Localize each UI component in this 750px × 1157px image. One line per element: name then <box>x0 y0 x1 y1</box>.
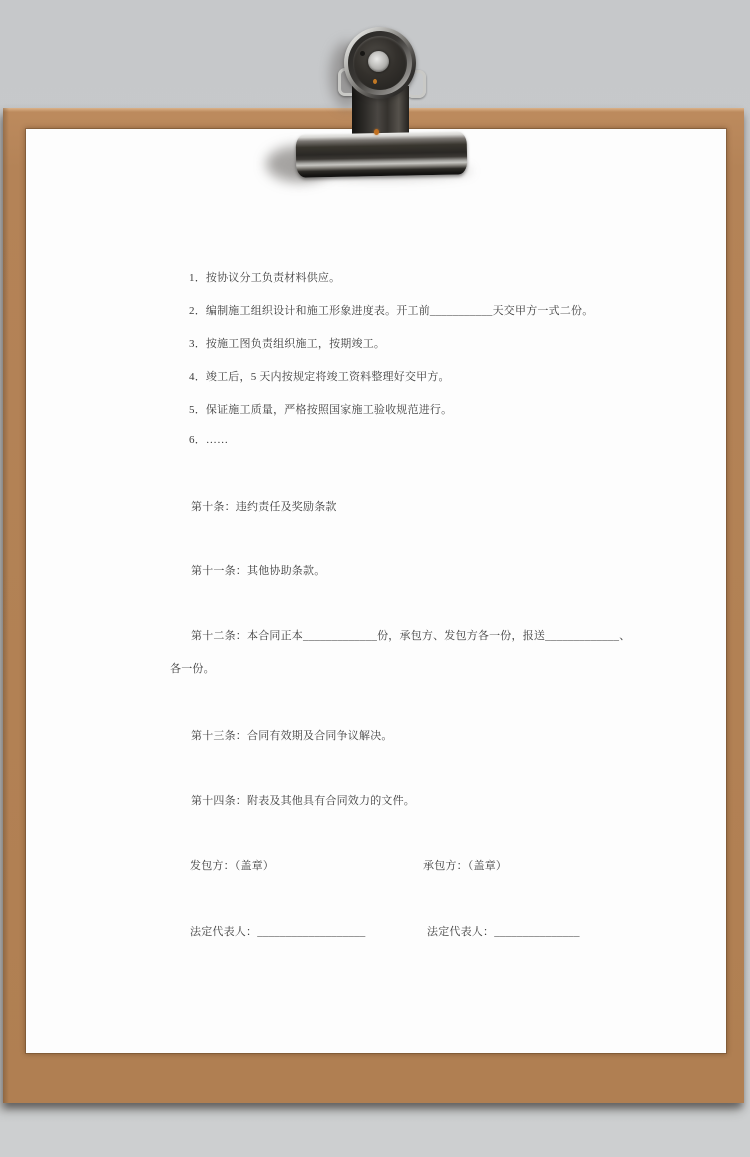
clip-face-reflection-dot <box>373 79 377 84</box>
party-a-seal-label: 发包方：（盖章） <box>190 860 275 872</box>
clip-face-dot <box>360 51 365 56</box>
list-item-1: 1．按协议分工负责材料供应。 <box>189 272 341 284</box>
clip-jaw-bar <box>296 131 468 177</box>
clause-12-wrap: 各一份。 <box>170 663 215 675</box>
list-item-2: 2．编制施工组织设计和施工形象进度表。开工前___________天交甲方一式二份。 <box>189 305 594 317</box>
clause-14: 第十四条：附表及其他具有合同效力的文件。 <box>191 795 415 807</box>
clause-11: 第十一条：其他协助条款。 <box>191 565 326 577</box>
clause-10: 第十条：违约责任及奖励条款 <box>191 501 337 513</box>
party-b-seal-label: 承包方：（盖章） <box>423 860 508 872</box>
list-item-4: 4．竣工后，5 天内按规定将竣工资料整理好交甲方。 <box>189 371 450 383</box>
list-item-6: 6．…… <box>189 434 229 446</box>
party-a-representative-blank: 法定代表人：___________________ <box>190 926 366 938</box>
party-b-representative-blank: 法定代表人：_______________ <box>427 926 580 938</box>
clip-knob-hole <box>368 51 389 72</box>
contract-paper <box>26 129 726 1053</box>
clause-13: 第十三条：合同有效期及合同争议解决。 <box>191 730 393 742</box>
list-item-3: 3．按施工图负责组织施工，按期竣工。 <box>189 338 386 350</box>
clause-12: 第十二条：本合同正本_____________份，承包方、发包方各一份，报送_____________、 <box>191 630 631 642</box>
list-item-5: 5．保证施工质量，严格按照国家施工验收规范进行。 <box>189 404 453 416</box>
clip-reflection-dot <box>374 129 379 135</box>
